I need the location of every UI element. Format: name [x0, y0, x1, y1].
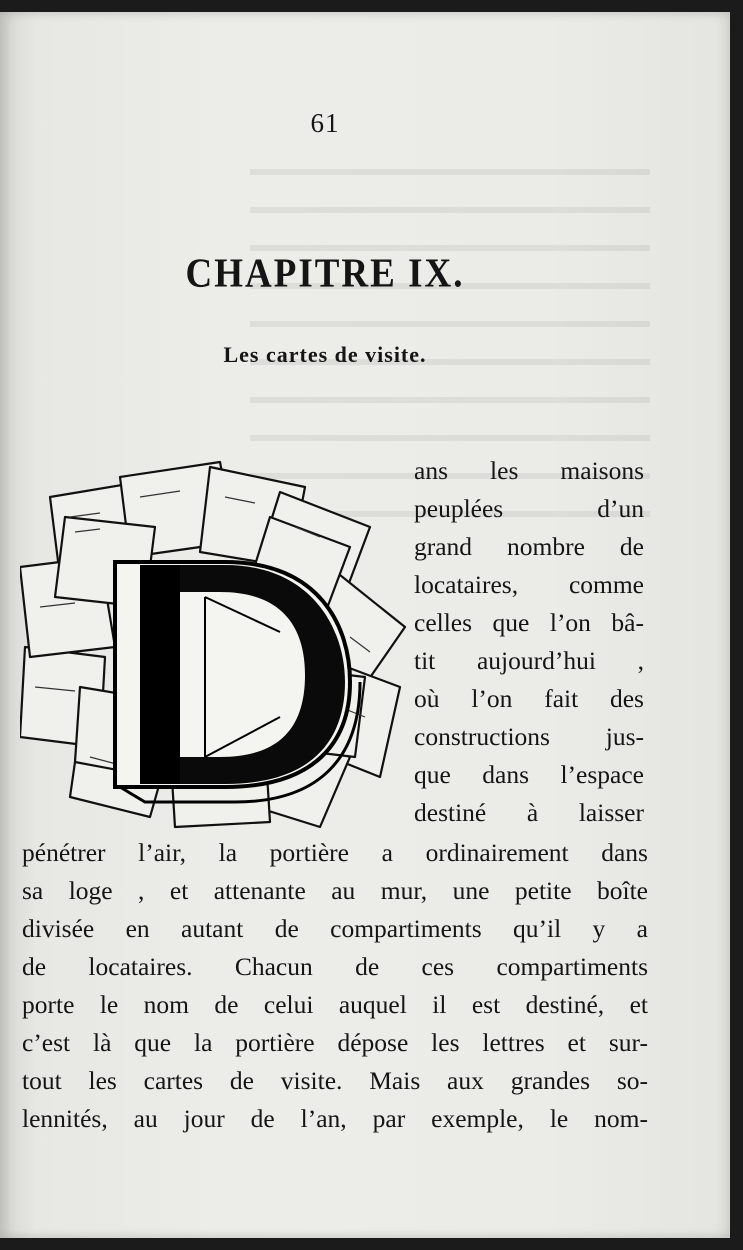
text-line: divisée en autant de compartiments qu’il y a — [22, 914, 648, 943]
book-page — [0, 12, 730, 1238]
chapter-subtitle: Les cartes de visite. — [223, 342, 427, 367]
page-number: 61 — [310, 108, 340, 138]
text-line: grand nombre de — [414, 532, 644, 561]
text-line: ans les maisons — [414, 456, 644, 485]
text-line: celles que l’on bâ- — [414, 608, 644, 637]
dropcap-illustration — [20, 457, 415, 832]
text-line: constructions jus- — [414, 722, 644, 751]
text-line: locataires, comme — [414, 570, 644, 599]
text-line: c’est là que la portière dépose les lettres et sur- — [22, 1028, 648, 1057]
text-line: peuplées d’un — [414, 494, 644, 523]
text-line: pénétrer l’air, la portière a ordinairement dans — [22, 838, 648, 867]
text-line: où l’on fait des — [414, 684, 644, 713]
text-line: que dans l’espace — [414, 760, 644, 789]
text-line: tout les cartes de visite. Mais aux grandes so- — [22, 1066, 648, 1095]
body-text — [22, 834, 648, 1138]
text-beside-dropcap — [414, 452, 644, 832]
text-line: porte le nom de celui auquel il est destiné, et — [22, 990, 648, 1019]
text-line: lennités, au jour de l’an, par exemple, le nom- — [22, 1104, 648, 1133]
text-line: destiné à laisser — [414, 798, 644, 827]
text-line: de locataires. Chacun de ces compartiments — [22, 952, 648, 981]
chapter-title: CHAPITRE IX. — [185, 250, 465, 297]
text-line: sa loge , et attenante au mur, une petite boîte — [22, 876, 648, 905]
text-line: tit aujourd’hui , — [414, 646, 644, 675]
